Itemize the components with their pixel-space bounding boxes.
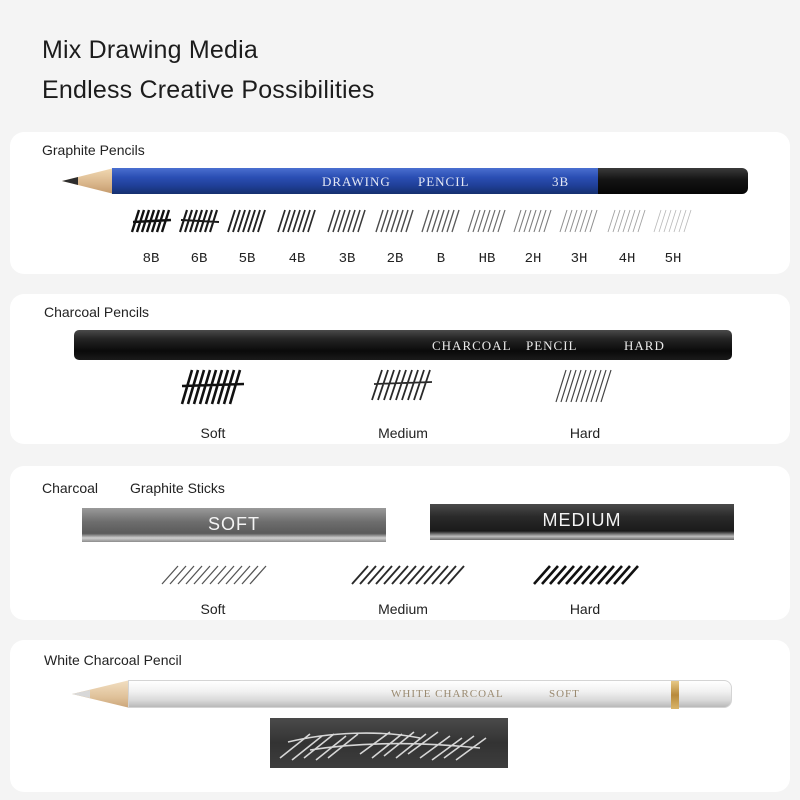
stick-grade-soft <box>158 562 268 617</box>
stroke-swatch-medium <box>348 562 468 586</box>
charcoal-pencils-title: Charcoal Pencils <box>44 304 150 320</box>
grade-label: Medium <box>378 601 428 617</box>
pencil-body <box>112 168 598 194</box>
white-stroke-marks <box>270 718 508 768</box>
grade-label: Soft <box>200 425 226 441</box>
stroke-swatch-6b <box>177 208 221 234</box>
medium-stick-image <box>430 504 734 540</box>
stroke-swatch-soft <box>158 562 268 586</box>
pencil-end-cap <box>598 168 748 194</box>
pencil-type-text: PENCIL <box>418 174 470 189</box>
charcoal-pencils-panel <box>10 294 790 444</box>
pencil-gold-band <box>671 681 679 709</box>
grade-4b <box>274 208 320 267</box>
grade-2b <box>372 208 418 267</box>
grade-label: 4B <box>288 251 306 267</box>
grade-label: Hard <box>569 601 601 617</box>
graphite-pencil-image <box>62 168 750 194</box>
stroke-swatch-b <box>419 208 463 234</box>
grade-label: HB <box>478 251 496 267</box>
medium-stick-label: MEDIUM <box>542 510 622 530</box>
stroke-swatch-hard <box>550 366 620 406</box>
stroke-swatch-hb <box>465 208 509 234</box>
grade-label: Soft <box>200 601 226 617</box>
grade-label: 4H <box>618 251 636 267</box>
grade-4h <box>604 208 650 267</box>
headline-line-2: Endless Creative Possibilities <box>42 76 375 104</box>
grade-label: 5B <box>238 251 256 267</box>
stroke-swatch-hard <box>530 562 640 586</box>
stick-grade-medium <box>348 562 458 617</box>
grade-2h <box>510 208 556 267</box>
grade-label: 2B <box>386 251 404 267</box>
grade-label: Hard <box>569 425 601 441</box>
grade-label: 3B <box>338 251 356 267</box>
pencil-brand-text: WHITE CHARCOAL <box>391 688 504 700</box>
pencil-grade-text: HARD <box>624 338 665 353</box>
grade-3b <box>324 208 370 267</box>
grade-label: 6B <box>190 251 208 267</box>
grade-hb <box>464 208 510 267</box>
grade-label: 5H <box>664 251 682 267</box>
stroke-swatch-3h <box>557 208 601 234</box>
grade-b <box>418 208 464 267</box>
graphite-pencils-title: Graphite Pencils <box>42 142 145 158</box>
sticks-title-right: Graphite Sticks <box>130 480 225 496</box>
stroke-swatch-5h <box>651 208 695 234</box>
stroke-swatch-5b <box>225 208 269 234</box>
charcoal-pencil-image <box>74 330 732 360</box>
grade-label: 2H <box>524 251 542 267</box>
pencil-grade-text: SOFT <box>549 688 580 700</box>
stroke-swatch-4b <box>275 208 319 234</box>
pencil-type-text: PENCIL <box>526 338 578 353</box>
stroke-swatch-medium <box>368 366 438 406</box>
white-charcoal-swatch <box>270 718 508 768</box>
white-charcoal-pencil-image <box>72 680 732 708</box>
pencil-grade-text: 3B <box>552 174 570 189</box>
sticks-panel <box>10 466 790 620</box>
graphite-grade-row <box>10 208 790 268</box>
grade-label: B <box>436 251 446 267</box>
white-charcoal-panel <box>10 640 790 792</box>
stroke-swatch-3b <box>325 208 369 234</box>
soft-stick-image <box>82 508 386 542</box>
stroke-swatch-4h <box>605 208 649 234</box>
graphite-pencils-panel <box>10 132 790 274</box>
charcoal-grade-medium <box>348 366 458 441</box>
grade-label: Medium <box>378 425 428 441</box>
stroke-swatch-2h <box>511 208 555 234</box>
white-charcoal-title: White Charcoal Pencil <box>44 652 182 668</box>
grade-3h <box>556 208 602 267</box>
pencil-body <box>128 680 732 708</box>
charcoal-grade-soft <box>158 366 268 441</box>
stroke-swatch-8b <box>129 208 173 234</box>
charcoal-grade-hard <box>530 366 640 441</box>
grade-5b <box>224 208 270 267</box>
stroke-swatch-2b <box>373 208 417 234</box>
sticks-title-left: Charcoal <box>42 480 99 496</box>
grade-label: 3H <box>570 251 588 267</box>
grade-5h <box>650 208 696 267</box>
pencil-brand-text: DRAWING <box>322 174 391 189</box>
grade-8b <box>128 208 174 267</box>
soft-stick-label: SOFT <box>208 514 260 534</box>
headline-line-1: Mix Drawing Media <box>42 36 258 64</box>
pencil-lead <box>62 177 78 185</box>
pencil-lead <box>72 690 90 698</box>
grade-label: 8B <box>142 251 160 267</box>
stroke-swatch-soft <box>178 366 248 406</box>
pencil-brand-text: CHARCOAL <box>432 338 512 353</box>
stick-grade-hard <box>530 562 640 617</box>
grade-6b <box>176 208 222 267</box>
